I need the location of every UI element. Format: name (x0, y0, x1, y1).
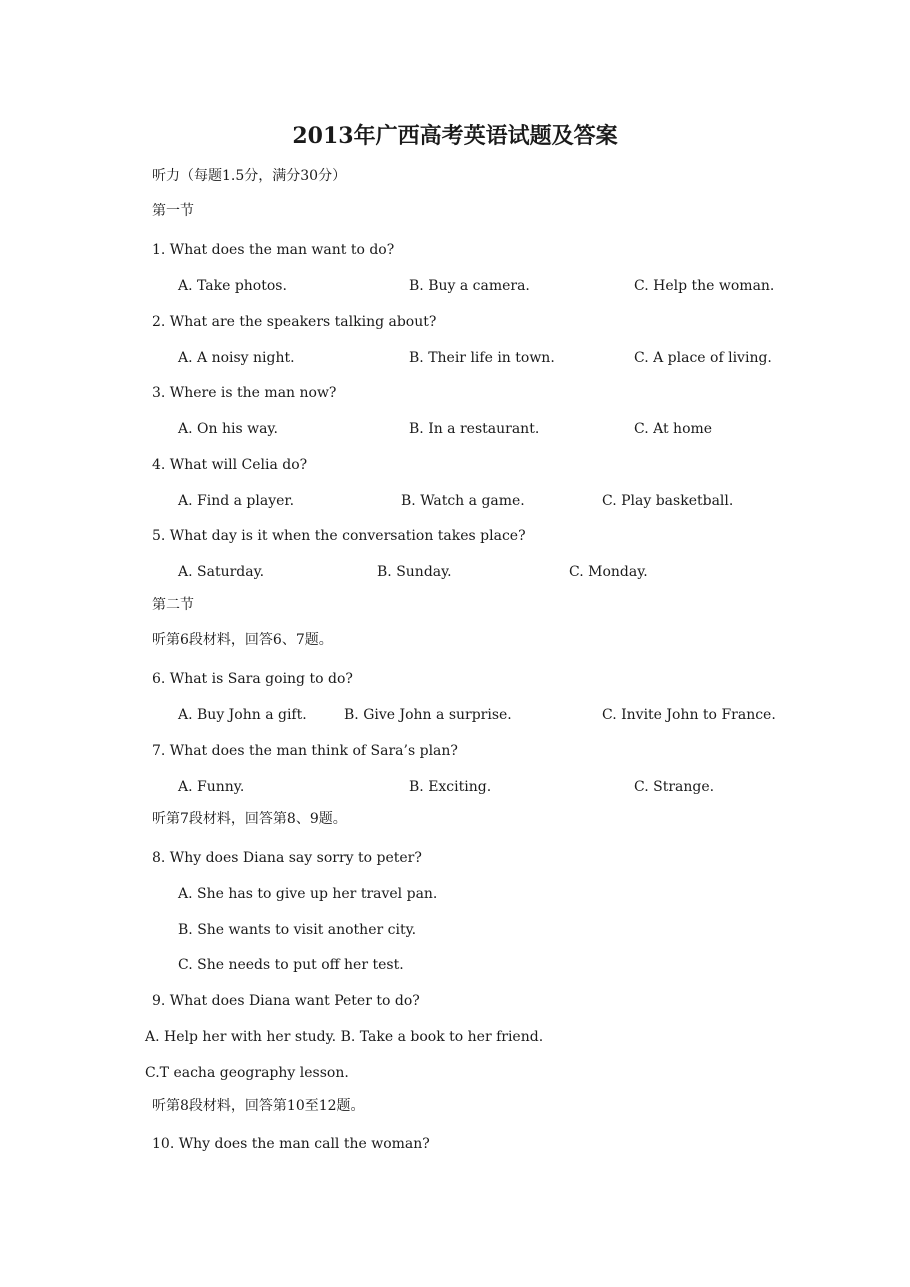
option-b: B. She wants to visit another city. (178, 922, 417, 938)
section-heading: 第二节 (152, 597, 194, 613)
option-c: C.T eacha geography lesson. (145, 1065, 349, 1081)
page-title: 2013年广西高考英语试题及答案 (292, 123, 618, 149)
question: 10. Why does the man call the woman? (152, 1136, 430, 1152)
option-c: C. Monday. (569, 564, 648, 580)
option-b: B. Buy a camera. (409, 278, 530, 294)
instruction: 听第7段材料，回答第8、9题。 (152, 811, 347, 827)
question: 4. What will Celia do? (152, 457, 308, 473)
option-b: B. Sunday. (377, 564, 452, 580)
question: 2. What are the speakers talking about? (152, 314, 437, 330)
option-a: A. Buy John a gift. (178, 707, 307, 723)
question: 8. Why does Diana say sorry to peter? (152, 850, 422, 866)
option-c: C. Invite John to France. (602, 707, 776, 723)
option-c: C. At home (634, 421, 713, 437)
option-a: A. A noisy night. (178, 350, 295, 366)
option-c: C. Play basketball. (602, 493, 734, 509)
option-a: A. On his way. (178, 421, 278, 437)
options-ab: A. Help her with her study. B. Take a book to her friend. (145, 1029, 544, 1045)
section-heading: 第一节 (152, 203, 194, 219)
instruction: 听第6段材料，回答6、7题。 (152, 632, 333, 648)
option-c: C. A place of living. (634, 350, 772, 366)
question: 3. Where is the man now? (152, 385, 337, 401)
option-c: C. She needs to put off her test. (178, 957, 404, 973)
option-b: B. In a restaurant. (409, 421, 540, 437)
option-a: A. Find a player. (178, 493, 295, 509)
question: 1. What does the man want to do? (152, 242, 395, 258)
option-b: B. Exciting. (409, 779, 492, 795)
question: 7. What does the man think of Sara’s plan? (152, 743, 458, 759)
option-c: C. Strange. (634, 779, 715, 795)
instruction: 听第8段材料，回答第10至12题。 (152, 1098, 365, 1114)
option-a: A. Funny. (178, 779, 245, 795)
option-c: C. Help the woman. (634, 278, 775, 294)
question: 9. What does Diana want Peter to do? (152, 993, 420, 1009)
listening-header: 听力（每题1.5分，满分30分） (152, 168, 347, 184)
question: 6. What is Sara going to do? (152, 671, 353, 687)
option-a: A. Saturday. (178, 564, 265, 580)
option-a: A. Take photos. (178, 278, 287, 294)
option-a: A. She has to give up her travel pan. (178, 886, 438, 902)
option-b: B. Their life in town. (409, 350, 555, 366)
question: 5. What day is it when the conversation takes place? (152, 528, 526, 544)
option-b: B. Give John a surprise. (344, 707, 512, 723)
option-b: B. Watch a game. (401, 493, 525, 509)
